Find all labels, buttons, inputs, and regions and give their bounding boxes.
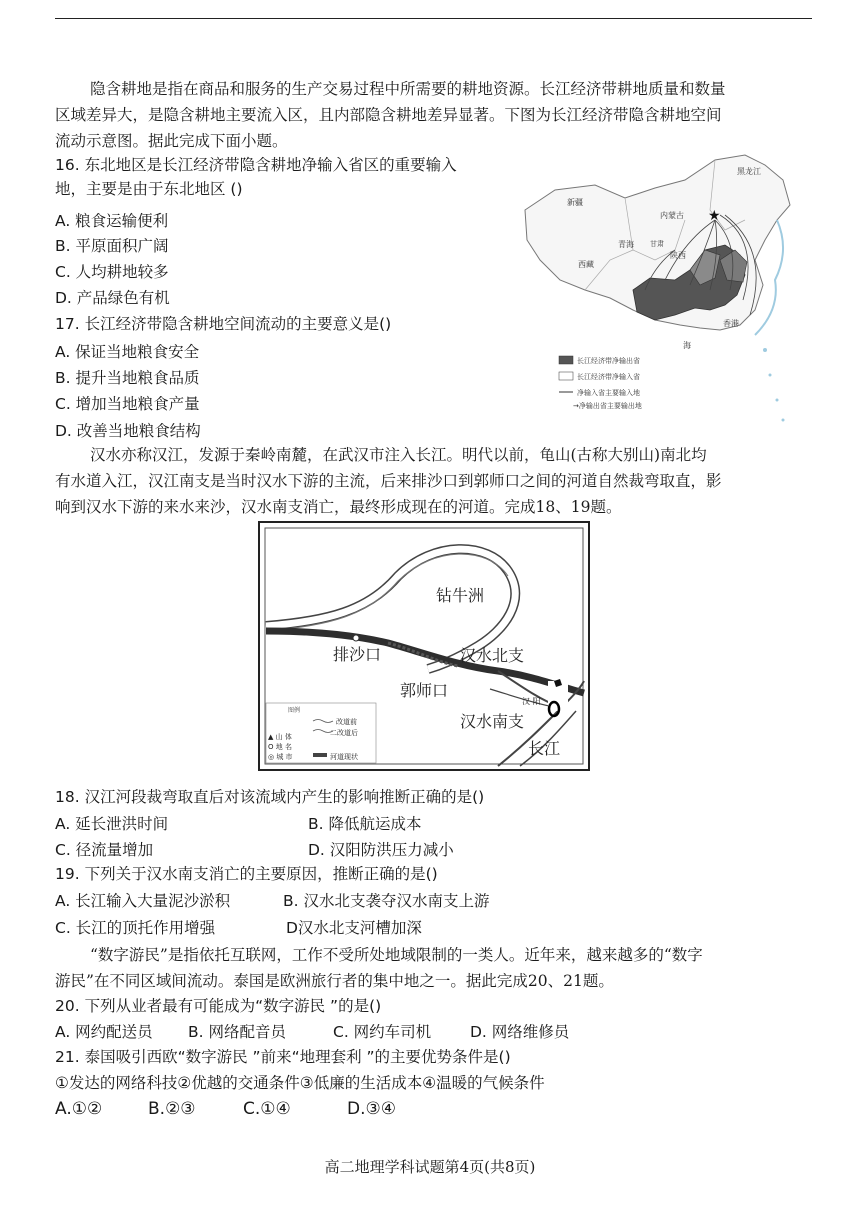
q19-option-b[interactable]: B. 汉水北支袭夺汉水南支上游 xyxy=(283,892,490,910)
q20-option-b[interactable]: B. 网络配音员 xyxy=(188,1023,286,1041)
q17-option-a[interactable]: A. 保证当地粮食安全 xyxy=(55,343,200,361)
q21-items: ①发达的网络科技②优越的交通条件③低廉的生活成本④温暖的气候条件 xyxy=(55,1074,545,1092)
label-neimenggu: 内蒙古 xyxy=(660,211,684,220)
intro1-line3: 流动示意图。据此完成下面小题。 xyxy=(55,132,288,150)
q18-option-d[interactable]: D. 汉阳防洪压力减小 xyxy=(308,841,454,859)
label-changjiang: 长江 xyxy=(528,739,561,758)
q17-option-d[interactable]: D. 改善当地粮食结构 xyxy=(55,422,201,440)
q19-option-d[interactable]: D汉水北支河槽加深 xyxy=(286,919,422,937)
label-hanshui-nanzhi: 汉水南支 xyxy=(460,712,525,731)
intro3-line2: 游民”在不同区域间流动。泰国是欧洲旅行者的集中地之一。据此完成20、21题。 xyxy=(55,972,614,990)
q16-stem-line1: 16. 东北地区是长江经济带隐含耕地净输入省区的重要输入 xyxy=(55,156,457,174)
intro3-line1: “数字游民”是指依托互联网，工作不受所处地域限制的一类人。近年来，越来越多的“数字 xyxy=(90,946,703,964)
label-xinjiang: 新疆 xyxy=(567,198,583,207)
q21-option-c[interactable]: C.①④ xyxy=(243,1099,291,1119)
q21-option-a[interactable]: A.①② xyxy=(55,1099,103,1119)
label-guoshikou: 郭师口 xyxy=(400,681,449,700)
q18-option-a[interactable]: A. 延长泄洪时间 xyxy=(55,815,169,833)
intro1-line2: 区域差异大，是隐含耕地主要流入区，且内部隐含耕地差异显著。下图为长江经济带隐含耕地空间 xyxy=(55,106,722,124)
legend-net-input: 长江经济带净输入省 xyxy=(577,373,640,381)
q16-option-b[interactable]: B. 平原面积广阔 xyxy=(55,237,169,255)
q20-option-d[interactable]: D. 网络维修员 xyxy=(470,1023,570,1041)
legend-mountain: ▲ 山 体 xyxy=(268,733,292,741)
label-xizang: 西藏 xyxy=(578,260,594,269)
legend-current-channel: 河道现状 xyxy=(330,753,358,761)
q16-option-c[interactable]: C. 人均耕地较多 xyxy=(55,263,169,281)
label-hanshui-beizhi: 汉水北支 xyxy=(460,646,525,665)
q21-option-b[interactable]: B.②③ xyxy=(148,1099,196,1119)
q16-option-a[interactable]: A. 粮食运输便利 xyxy=(55,212,169,230)
map2-legend xyxy=(266,703,376,763)
q18-stem: 18. 汉江河段裁弯取直后对该流域内产生的影响推断正确的是() xyxy=(55,788,485,806)
label-xianggang: 香港 xyxy=(723,319,739,328)
header-rule xyxy=(55,18,812,19)
q16-option-d[interactable]: D. 产品绿色有机 xyxy=(55,289,170,307)
q20-option-a[interactable]: A. 网约配送员 xyxy=(55,1023,153,1041)
q17-stem: 17. 长江经济带隐含耕地空间流动的主要意义是() xyxy=(55,315,392,333)
legend-title: 图例 xyxy=(288,707,301,714)
han-river-map xyxy=(258,521,590,771)
legend-placename: O 地 名 xyxy=(268,743,292,751)
legend-output-dest: →净输出省主要输出地 xyxy=(573,402,642,410)
q17-option-c[interactable]: C. 增加当地粮食产量 xyxy=(55,395,200,413)
q16-stem-line2: 地，主要是由于东北地区 () xyxy=(55,180,243,198)
star-icon: ★ xyxy=(708,208,721,224)
q19-stem: 19. 下列关于汉水南支消亡的主要原因，推断正确的是() xyxy=(55,865,438,883)
page-footer: 高二地理学科试题第4页(共8页) xyxy=(324,1158,536,1176)
legend-city: ◎ 城 市 xyxy=(268,753,293,761)
q20-stem: 20. 下列从业者最有可能成为“数字游民 ”的是() xyxy=(55,997,382,1015)
q21-stem: 21. 泰国吸引西欧“数字游民 ”前来“地理套利 ”的主要优势条件是() xyxy=(55,1048,511,1066)
legend-input-source: 净输入省主要输入地 xyxy=(577,389,640,397)
legend-net-output: 长江经济带净输出省 xyxy=(577,357,640,365)
label-shaanxi: 陕西 xyxy=(670,251,686,260)
intro1-line1: 隐含耕地是指在商品和服务的生产交易过程中所需要的耕地资源。长江经济带耕地质量和数量 xyxy=(90,80,726,98)
china-cropland-flow-map xyxy=(515,150,815,442)
paishakou-marker xyxy=(353,635,359,641)
label-zhaoniuzhou: 钻牛洲 xyxy=(436,586,485,605)
intro2-line3: 响到汉水下游的来水来沙，汉水南支消亡，最终形成现在的河道。完成18、19题。 xyxy=(55,498,622,516)
label-hai: 海 xyxy=(683,341,691,350)
label-paishakou: 排沙口 xyxy=(333,645,382,664)
legend-before-diversion: 改道前 xyxy=(336,718,357,726)
q21-option-d[interactable]: D.③④ xyxy=(347,1099,396,1119)
legend-after-diversion: 二改道后 xyxy=(330,729,358,737)
intro2-line1: 汉水亦称汉江，发源于秦岭南麓，在武汉市注入长江。明代以前，龟山(古称大别山)南北均 xyxy=(90,446,707,464)
intro2-line2: 有水道入江，汉江南支是当时汉水下游的主流，后来排沙口到郭师口之间的河道自然裁弯取直，影 xyxy=(55,472,722,490)
q18-option-b[interactable]: B. 降低航运成本 xyxy=(308,815,422,833)
q19-option-a[interactable]: A. 长江输入大量泥沙淤积 xyxy=(55,892,231,910)
q18-option-c[interactable]: C. 径流量增加 xyxy=(55,841,154,859)
label-heilongjiang: 黑龙江 xyxy=(737,167,761,176)
q17-option-b[interactable]: B. 提升当地粮食品质 xyxy=(55,369,200,387)
q20-option-c[interactable]: C. 网约车司机 xyxy=(333,1023,432,1041)
label-hanyang: 汉 阳 xyxy=(522,697,541,706)
label-qinghai: 青海 xyxy=(618,240,634,249)
label-gansu: 甘肃 xyxy=(650,240,664,248)
q19-option-c[interactable]: C. 长江的顶托作用增强 xyxy=(55,919,216,937)
